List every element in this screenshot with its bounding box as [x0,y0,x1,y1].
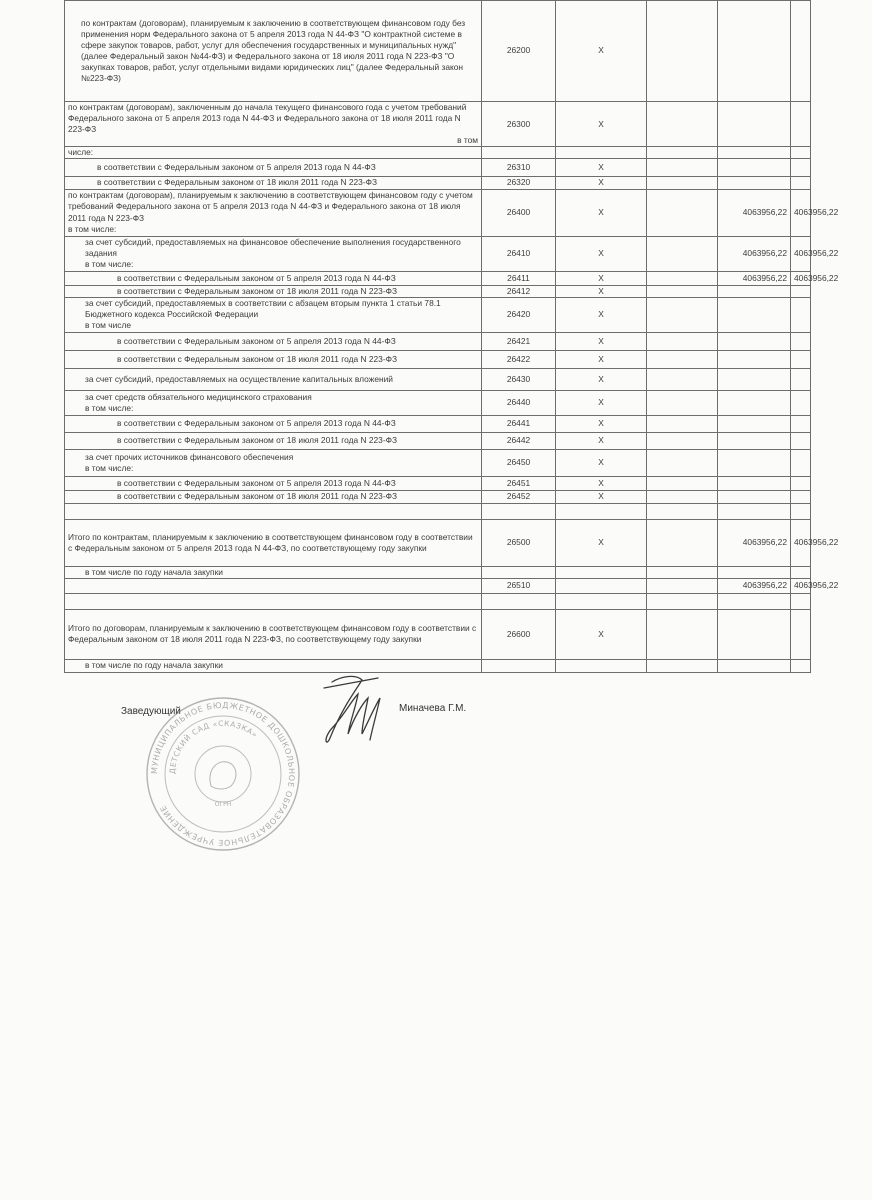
table-row [65,159,811,177]
row-value: 4063956,22 [718,236,791,271]
row-code: 26412 [482,285,556,297]
row-description: Итого по контрактам, планируемым к заключению в соответствующем финансовом году в соответствии с Федеральным законом от 5 апреля 2013 года N 44-ФЗ, по соответствующему году закупки [65,519,482,566]
row-code: 26422 [482,350,556,368]
row-value [647,578,718,593]
row-value [718,503,791,519]
row-value [647,189,718,236]
row-description [65,236,482,271]
table-row [65,449,811,476]
row-value [647,332,718,350]
row-mark: X [556,432,647,449]
row-mark: X [556,236,647,271]
table-row [65,285,811,297]
table-row [65,177,811,189]
row-description [65,390,482,415]
row-value: 4063956,22 [791,189,811,236]
row-value [791,368,811,390]
row-description [65,297,482,332]
table-row [65,368,811,390]
row-description-continuation: числе: [65,147,482,159]
row-description: в соответствии с Федеральным законом от 5 апреля 2013 года N 44-ФЗ [65,159,482,177]
row-description [65,593,482,609]
row-description-text: по контрактам (договорам), заключенным до начала текущего финансового года с учетом требований Федерального закона от 5 апреля 2013 года N 44-ФЗ и Федерального закона от 18 июля 2011 года N 223-ФЗ [68,102,467,135]
row-value: 4063956,22 [718,519,791,566]
row-code [482,147,556,159]
official-stamp [141,694,305,854]
row-mark [556,503,647,519]
row-mark: X [556,350,647,368]
row-description: в том числе по году начала закупки [65,566,482,578]
row-value [791,147,811,159]
row-value [647,147,718,159]
row-mark: X [556,1,647,102]
row-description-subtext: в том числе: [68,223,117,234]
row-code: 26442 [482,432,556,449]
row-description [65,102,482,147]
row-value: 4063956,22 [791,578,811,593]
row-code: 26500 [482,519,556,566]
row-description-text: за счет субсидий, предоставляемых на финансовое обеспечение выполнения государственного задания [85,236,461,259]
table-row [65,1,811,102]
row-value [718,659,791,672]
row-description [65,578,482,593]
table-row [65,147,811,159]
row-code: 26430 [482,368,556,390]
row-code [482,566,556,578]
row-description: в соответствии с Федеральным законом от 18 июля 2011 года N 223-ФЗ [65,177,482,189]
row-code: 26451 [482,476,556,490]
row-value [647,368,718,390]
row-mark: X [556,102,647,147]
row-value [718,415,791,432]
row-description: в соответствии с Федеральным законом от 18 июля 2011 года N 223-ФЗ [65,285,482,297]
row-value [791,159,811,177]
row-mark: X [556,519,647,566]
row-description-text: за счет прочих источников финансового обеспечения [85,451,294,462]
row-value [647,593,718,609]
row-value [647,415,718,432]
row-value [791,332,811,350]
row-code: 26310 [482,159,556,177]
row-value [718,1,791,102]
row-value [647,177,718,189]
row-value [718,285,791,297]
row-value [791,609,811,659]
row-value [647,519,718,566]
row-value [647,102,718,147]
row-mark: X [556,297,647,332]
row-code [482,659,556,672]
row-value [718,593,791,609]
row-mark: X [556,476,647,490]
row-mark: X [556,449,647,476]
row-description: в соответствии с Федеральным законом от 5 апреля 2013 года N 44-ФЗ [65,476,482,490]
row-mark: X [556,390,647,415]
row-code: 26440 [482,390,556,415]
row-value [791,285,811,297]
row-value [647,159,718,177]
table-row [65,390,811,415]
row-code: 26320 [482,177,556,189]
row-description-text: по контрактам (договорам), планируемым к заключению в соответствующем финансовом году с учетом требований Федерального закона от 5 апреля 2013 года N 44-ФЗ и Федерального закона от 18 июля 2011 года N 223-ФЗ [68,190,473,223]
row-code: 26510 [482,578,556,593]
row-value [647,503,718,519]
row-value [647,350,718,368]
row-value [791,566,811,578]
row-mark: X [556,609,647,659]
row-value: 4063956,22 [791,519,811,566]
row-value [718,432,791,449]
row-mark: X [556,285,647,297]
row-value [718,147,791,159]
row-value [718,449,791,476]
row-mark [556,566,647,578]
row-value [647,449,718,476]
row-description-subtext: в том числе: [85,259,134,270]
row-mark: X [556,159,647,177]
financial-table [64,0,839,673]
row-value [791,297,811,332]
table-row [65,519,811,566]
row-description: по контрактам (договорам), планируемым к заключению в соответствующем финансовом году без применения норм Федерального закона от 5 апреля 2013 года N 44-ФЗ "О контрактной системе в сфере закупок товаров, работ, услуг для обеспечения государственных и муниципальных нужд" (далее Федеральный закон №44-ФЗ) и Федерального закона от 18 июля 2011 года N 223-ФЗ "О закупках товаров, работ, услуг отдельными видами юридических лиц" (далее Федеральный закон №223-ФЗ) [65,1,482,102]
row-value [718,102,791,147]
row-mark: X [556,332,647,350]
row-value [791,415,811,432]
row-value [718,390,791,415]
row-value [647,390,718,415]
row-code: 26452 [482,490,556,503]
row-description-text: за счет средств обязательного медицинского страхования [85,391,312,402]
row-value [647,297,718,332]
row-value: 4063956,22 [718,578,791,593]
row-value: 4063956,22 [718,271,791,285]
row-description [65,189,482,236]
row-code: 26600 [482,609,556,659]
svg-text:ОГРН: ОГРН [214,801,232,808]
table-row [65,432,811,449]
row-value [791,476,811,490]
table-row [65,236,811,271]
table-row [65,476,811,490]
row-value [647,236,718,271]
table-row [65,350,811,368]
row-value [718,159,791,177]
row-value [647,1,718,102]
table-row [65,578,811,593]
row-mark: X [556,271,647,285]
row-description: в том числе по году начала закупки [65,659,482,672]
row-value [647,659,718,672]
row-value [647,566,718,578]
row-value [791,350,811,368]
row-value [647,285,718,297]
row-description-subtext: в том числе [85,320,132,331]
row-mark [556,147,647,159]
row-description-subtext: в том числе: [85,402,134,413]
table-row [65,593,811,609]
row-code: 26420 [482,297,556,332]
row-value [791,177,811,189]
row-mark [556,593,647,609]
row-value [791,102,811,147]
table-row [65,271,811,285]
row-mark: X [556,177,647,189]
svg-text:ДЕТСКИЙ САД «СКАЗКА»: ДЕТСКИЙ САД «СКАЗКА» [167,718,260,775]
row-value [718,490,791,503]
row-code: 26421 [482,332,556,350]
row-value [647,432,718,449]
row-value: 4063956,22 [718,189,791,236]
table-row [65,102,811,147]
row-value: 4063956,22 [791,236,811,271]
signatory-position: Заведующий [121,706,181,717]
row-description: в соответствии с Федеральным законом от 5 апреля 2013 года N 44-ФЗ [65,332,482,350]
row-mark: X [556,368,647,390]
row-value [718,609,791,659]
row-description-tail: в том [457,135,478,146]
row-value [791,659,811,672]
signatory-name: Миначева Г.М. [399,703,467,714]
row-value [718,368,791,390]
row-value [791,390,811,415]
row-value [718,177,791,189]
row-code: 26411 [482,271,556,285]
row-mark [556,578,647,593]
row-value [718,566,791,578]
row-value [647,490,718,503]
row-mark: X [556,415,647,432]
table-row [65,297,811,332]
row-value [791,1,811,102]
row-value: 4063956,22 [791,271,811,285]
row-description [65,503,482,519]
table-row [65,566,811,578]
table-row [65,659,811,672]
row-value [647,609,718,659]
row-value [718,297,791,332]
row-code: 26441 [482,415,556,432]
table-row [65,609,811,659]
row-description: в соответствии с Федеральным законом от 5 апреля 2013 года N 44-ФЗ [65,415,482,432]
row-description-subtext: в том числе: [85,462,134,473]
row-description: в соответствии с Федеральным законом от 18 июля 2011 года N 223-ФЗ [65,350,482,368]
svg-text:МУНИЦИПАЛЬНОЕ БЮДЖЕТНОЕ ДОШКОЛ: МУНИЦИПАЛЬНОЕ БЮДЖЕТНОЕ ДОШКОЛЬНОЕ ОБРАЗОВАТЕЛЬНОЕ УЧРЕЖДЕНИЕ [149,700,297,848]
row-description: за счет субсидий, предоставляемых на осуществление капитальных вложений [65,368,482,390]
row-description: в соответствии с Федеральным законом от 5 апреля 2013 года N 44-ФЗ [65,271,482,285]
table-row [65,332,811,350]
row-code: 26300 [482,102,556,147]
row-value [718,332,791,350]
row-value [718,476,791,490]
row-code [482,503,556,519]
row-code [482,593,556,609]
row-description: в соответствии с Федеральным законом от 18 июля 2011 года N 223-ФЗ [65,432,482,449]
table-row [65,189,811,236]
row-code: 26200 [482,1,556,102]
row-value [647,271,718,285]
table-row [65,490,811,503]
row-mark [556,659,647,672]
row-code: 26400 [482,189,556,236]
row-mark: X [556,189,647,236]
row-value [718,350,791,368]
handwritten-signature [312,668,402,758]
row-value [647,476,718,490]
financial-table-body [65,1,839,673]
row-description: в соответствии с Федеральным законом от 18 июля 2011 года N 223-ФЗ [65,490,482,503]
table-row [65,415,811,432]
row-description: Итого по договорам, планируемым к заключению в соответствующем финансовом году в соответствии с Федеральным законом от 18 июля 2011 года N 223-ФЗ, по соответствующему году закупки [65,609,482,659]
row-code: 26410 [482,236,556,271]
row-value [791,490,811,503]
row-value [791,593,811,609]
row-value [791,503,811,519]
row-value [791,432,811,449]
row-code: 26450 [482,449,556,476]
row-mark: X [556,490,647,503]
row-description-text: за счет субсидий, предоставляемых в соответствии с абзацем вторым пункта 1 статьи 78.1 Бюджетного кодекса Российской Федерации [85,298,441,320]
row-description [65,449,482,476]
row-value [791,449,811,476]
table-row [65,503,811,519]
